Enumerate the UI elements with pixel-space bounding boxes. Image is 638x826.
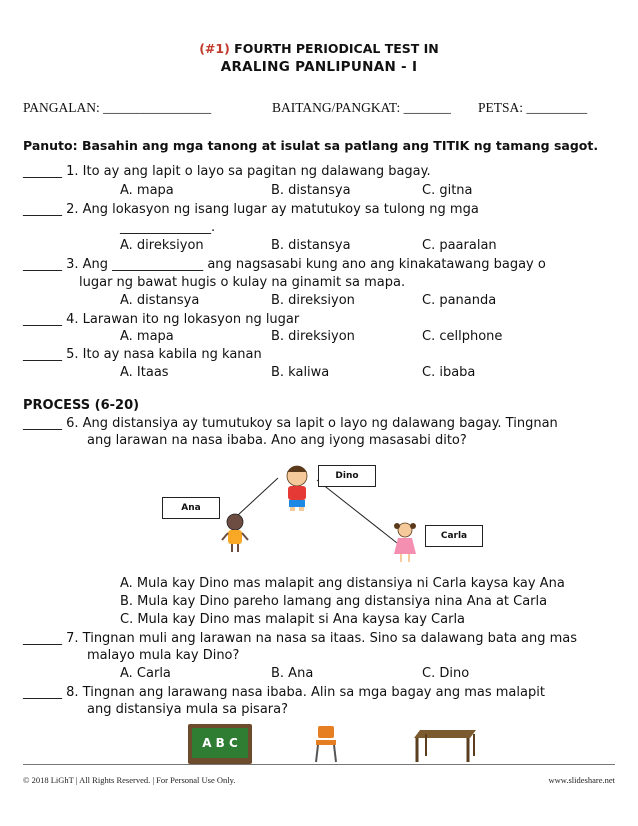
test-title-text: FOURTH PERIODICAL TEST IN [229,41,439,56]
q2-continuation: ______________. [120,220,216,235]
q7-option-b: B. Ana [271,666,314,681]
q7-continuation: malayo mula kay Dino? [87,648,240,663]
question-2: ______ 2. Ang lokasyon ng isang lugar ay matutukoy sa tulong ng mga [23,202,479,217]
q4-option-c: C. cellphone [422,329,503,344]
blackboard-text: A B C [192,728,248,758]
question-8: ______ 8. Tingnan ang larawang nasa ibaba. Alin sa mga bagay ang mas malapit [23,685,545,700]
line-dino-ana [238,478,278,515]
q7-option-c: C. Dino [422,666,470,681]
q5-option-b: B. kaliwa [271,365,330,380]
q7-option-a: A. Carla [120,666,171,681]
q4-option-a: A. mapa [120,329,174,344]
q1-option-a: A. mapa [120,183,174,198]
q3-option-b: B. direksiyon [271,293,355,308]
date-field[interactable]: PETSA: _________ [478,100,588,115]
test-title [0,41,638,56]
grade-field[interactable]: BAITANG/PANGKAT: _______ [272,100,451,115]
label-dino: Dino [318,465,376,487]
question-7: ______ 7. Tingnan muli ang larawan na nasa sa itaas. Sino sa dalawang bata ang mas [23,631,578,646]
q2-option-c: C. paaralan [422,238,497,253]
blackboard-icon [188,724,252,764]
ana-figure-icon [222,514,248,552]
process-section-title: PROCESS (6-20) [23,398,140,413]
footer-site: www.slideshare.net [548,775,615,785]
q5-option-c: C. ibaba [422,365,476,380]
question-1: ______ 1. Ito ay ang lapit o layo sa pagitan ng dalawang bagay. [23,164,431,179]
question-4: ______ 4. Larawan ito ng lokasyon ng lugar [23,312,300,327]
question-5: ______ 5. Ito ay nasa kabila ng kanan [23,347,262,362]
carla-figure-icon [394,523,416,562]
footer-divider [23,764,615,765]
q4-option-b: B. direksiyon [271,329,355,344]
chair-icon [310,724,340,764]
q8-continuation: ang distansiya mula sa pisara? [87,702,289,717]
footer-copyright: © 2018 LiGhT | All Rights Reserved. | For Personal Use Only. [23,775,236,785]
q6-continuation: ang larawan na nasa ibaba. Ano ang iyong masasabi dito? [87,433,467,448]
q2-option-b: B. distansya [271,238,351,253]
q6-option-a: A. Mula kay Dino mas malapit ang distansiya ni Carla kaysa kay Ana [120,576,565,591]
instruction-text: Panuto: Basahin ang mga tanong at isulat sa patlang ang TITIK ng tamang sagot. [23,138,599,153]
table-icon [412,726,478,764]
name-field[interactable]: PANGALAN: ________________ [23,100,212,115]
question-3: ______ 3. Ang ______________ ang nagsasabi kung ano ang kinakatawang bagay o [23,257,546,272]
q5-option-a: A. Itaas [120,365,169,380]
q1-option-b: B. distansya [271,183,351,198]
q3-option-a: A. distansya [120,293,200,308]
subject-title: ARALING PANLIPUNAN - I [220,59,418,75]
dino-figure-icon [287,466,307,511]
q3-option-c: C. pananda [422,293,497,308]
q1-option-c: C. gitna [422,183,473,198]
line-dino-carla [317,480,397,543]
q6-option-b: B. Mula kay Dino pareho lamang ang distansiya nina Ana at Carla [120,594,548,609]
q2-option-a: A. direksiyon [120,238,204,253]
test-number: (#1) [199,41,230,56]
q3-continuation: lugar ng bawat hugis o kulay na ginamit sa mapa. [79,275,406,290]
q6-option-c: C. Mula kay Dino mas malapit si Ana kaysa kay Carla [120,612,466,627]
label-ana: Ana [162,497,220,519]
question-6: ______ 6. Ang distansiya ay tumutukoy sa lapit o layo ng dalawang bagay. Tingnan [23,416,558,431]
label-carla: Carla [425,525,483,547]
